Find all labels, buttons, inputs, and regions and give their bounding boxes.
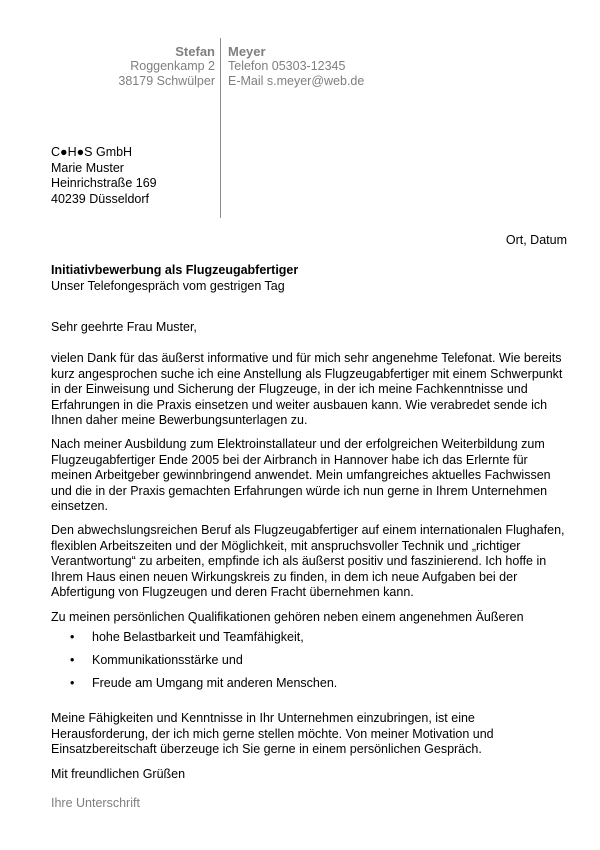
list-item-text: Kommunikationsstärke und: [92, 653, 243, 667]
sender-phone: Telefon 05303-12345: [228, 59, 346, 73]
recipient-name: Marie Muster: [51, 160, 124, 175]
paragraph-text: Nach meiner Ausbildung zum Elektroinstallateur und der erfolgreichen Weiterbildung zum Flugzeugabfertiger Ende 2005 bei der Airbranch in Hannover habe ich das Erlernte für meinen Arbeitgeber gewinnbringend anwendet. Mein umfangreiches aktuelles Fachwissen und die in der Praxis gemachten Erfahrungen würde ich nun gerne in Ihrem Unternehmen einsetzen.: [51, 437, 551, 513]
body-paragraph-1: [51, 351, 571, 429]
sender-contact-right: [228, 44, 364, 89]
sender-first-name: Stefan: [175, 44, 215, 59]
bullet-icon: •: [70, 676, 75, 690]
paragraph-text: Zu meinen persönlichen Qualifikationen gehören neben einem angenehmen Äußeren: [51, 610, 524, 624]
list-item: [51, 626, 337, 649]
list-item-text: hohe Belastbarkeit und Teamfähigkeit,: [92, 630, 304, 644]
sender-street: Roggenkamp 2: [130, 59, 215, 73]
sender-address-left: [50, 44, 215, 89]
body-paragraph-3: [51, 523, 571, 601]
list-item: [51, 649, 337, 672]
bullet-icon: •: [70, 630, 75, 644]
paragraph-text: vielen Dank für das äußerst informative und für mich sehr angenehme Telefonat. Wie bereits kurz angesprochen suche ich eine Anstellung als Flugzeugabfertiger mit einem Schwerpunkt in der Einweisung und Sicherung der Flugzeuge, in der ich meine Fachkenntnisse und Erfahrungen in die Praxis einsetzen und weiter ausbauen kann. Wie verabredet sende ich Ihnen daher meine Bewerbungsunterlagen zu.: [51, 351, 563, 427]
recipient-city: 40239 Düsseldorf: [51, 191, 149, 206]
qualification-list: [51, 626, 337, 695]
salutation: Sehr geehrte Frau Muster,: [51, 320, 197, 334]
recipient-street: Heinrichstraße 169: [51, 176, 157, 190]
subject-line: Initiativbewerbung als Flugzeugabfertiger: [51, 263, 299, 277]
recipient-address: [51, 145, 157, 207]
list-item: [51, 672, 337, 695]
closing: Mit freundlichen Grüßen: [51, 767, 186, 781]
subject-block: [51, 263, 298, 294]
bullet-icon: •: [70, 653, 75, 667]
paragraph-text: Den abwechslungsreichen Beruf als Flugzeugabfertiger auf einem internationalen Flughafen, flexiblen Arbeitszeiten und der Möglichkeit, mit anspruchsvoller Technik und „richtiger Verantwortung“ zu arbeiten, empfinde ich als äußerst positiv und faszinierend. Ich hoffe in Ihrem Haus einen neuen Wirkungskreis zu finden, in dem ich neue Aufgaben bei der Abfertigung von Flugzeugen und deren Fracht übernehmen kann.: [51, 523, 565, 599]
signature: Ihre Unterschrift: [51, 796, 140, 810]
paragraph-text: Meine Fähigkeiten und Kenntnisse in Ihr Unternehmen einzubringen, ist eine Herausforderung, der ich mich gerne stellen möchte. Von meiner Motivation und Einsatzbereitschaft überzeuge ich Sie gerne in einem persönlichen Gespräch.: [51, 711, 494, 756]
subject-reference: Unser Telefongespräch vom gestrigen Tag: [51, 278, 285, 293]
recipient-company: C●H●S GmbH: [51, 145, 133, 159]
body-paragraph-final: [51, 711, 571, 758]
list-item-text: Freude am Umgang mit anderen Menschen.: [92, 676, 338, 690]
body-paragraph-4: [51, 610, 571, 626]
sender-email: E-Mail s.meyer@web.de: [228, 74, 365, 88]
body-paragraph-2: [51, 437, 571, 515]
sender-city: 38179 Schwülper: [118, 74, 215, 88]
sender-last-name: Meyer: [228, 44, 266, 59]
sender-divider: [220, 38, 221, 218]
letter-date: Ort, Datum: [505, 233, 567, 247]
